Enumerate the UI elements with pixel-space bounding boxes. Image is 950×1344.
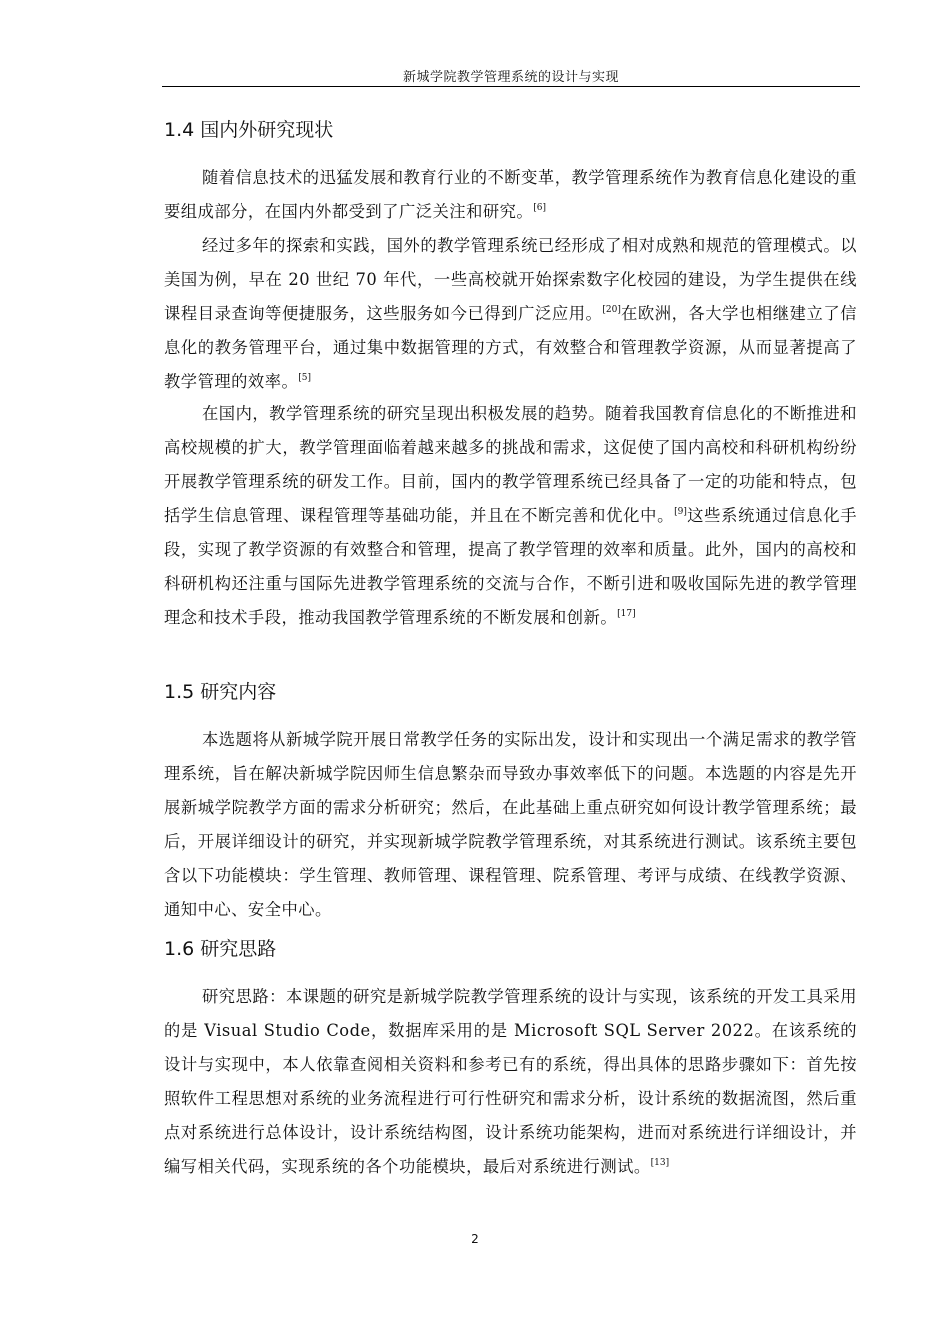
section-heading-1-6: 1.6 研究思路 <box>164 938 277 960</box>
paragraph-text: 这些系统通过信息化手段，实现了教学资源的有效整合和管理，提高了教学管理的效率和质量。此外，国内的高校和科研机构还注重与国际先进教学管理系统的交流与合作，不断引进和吸收国际先进的教学管理理念和技术手段，推动我国教学管理系统的不断发展和创新。 <box>164 506 857 627</box>
paragraph <box>164 723 857 927</box>
paragraph-text: 随着信息技术的迅猛发展和教育行业的不断变革，教学管理系统作为教育信息化建设的重要组成部分，在国内外都受到了广泛关注和研究。 <box>164 168 857 221</box>
citation: [13] <box>650 1158 670 1168</box>
citation: [6] <box>533 203 546 213</box>
paragraph-text: 在国内，教学管理系统的研究呈现出积极发展的趋势。随着我国教育信息化的不断推进和高校规模的扩大，教学管理面临着越来越多的挑战和需求，这促使了国内高校和科研机构纷纷开展教学管理系统的研发工作。目前，国内的教学管理系统已经具备了一定的功能和特点，包括学生信息管理、课程管理等基础功能，并且在不断完善和优化中。 <box>164 404 857 525</box>
citation: [9] <box>674 507 687 517</box>
paragraph-text: 研究思路：本课题的研究是新城学院教学管理系统的设计与实现，该系统的开发工具采用的是 Visual Studio Code，数据库采用的是 Microsoft SQL Server 2022。在该系统的设计与实现中，本人依靠查阅相关资料和参考已有的系统，得出具体的思路步骤如下：首先按照软件工程思想对系统的业务流程进行可行性研究和需求分析，设计系统的数据流图，然后重点对系统进行总体设计，设计系统结构图，设计系统功能架构，进而对系统进行详细设计，并编写相关代码，实现系统的各个功能模块，最后对系统进行测试。 <box>164 987 857 1176</box>
citation: [17] <box>617 609 636 619</box>
paragraph-text: 本选题将从新城学院开展日常教学任务的实际出发，设计和实现出一个满足需求的教学管理系统，旨在解决新城学院因师生信息繁杂而导致办事效率低下的问题。本选题的内容是先开展新城学院教学方面的需求分析研究；然后，在此基础上重点研究如何设计教学管理系统；最后，开展详细设计的研究，并实现新城学院教学管理系统，对其系统进行测试。该系统主要包含以下功能模块：学生管理、教师管理、课程管理、院系管理、考评与成绩、在线教学资源、通知中心、安全中心。 <box>164 730 857 919</box>
running-header: 新城学院教学管理系统的设计与实现 <box>402 70 619 85</box>
paragraph <box>164 397 857 635</box>
paragraph-text: 在欧洲，各大学也相继建立了信息化的教务管理平台，通过集中数据管理的方式，有效整合和管理教学资源，从而显著提高了教学管理的效率。 <box>164 304 857 391</box>
section-heading-1-5: 1.5 研究内容 <box>164 681 277 703</box>
page-number: 2 <box>471 1232 479 1246</box>
header-rule <box>162 86 860 87</box>
paragraph <box>164 161 857 229</box>
paragraph <box>164 229 857 399</box>
citation: [5] <box>298 373 312 383</box>
section-heading-1-4: 1.4 国内外研究现状 <box>164 119 334 141</box>
paragraph <box>164 980 857 1184</box>
citation: [20] <box>602 305 621 315</box>
paragraph-text: 经过多年的探索和实践，国外的教学管理系统已经形成了相对成熟和规范的管理模式。以美国为例，早在 20 世纪 70 年代，一些高校就开始探索数字化校园的建设，为学生提供在线课程目录查询等便捷服务，这些服务如今已得到广泛应用。 <box>164 236 857 323</box>
